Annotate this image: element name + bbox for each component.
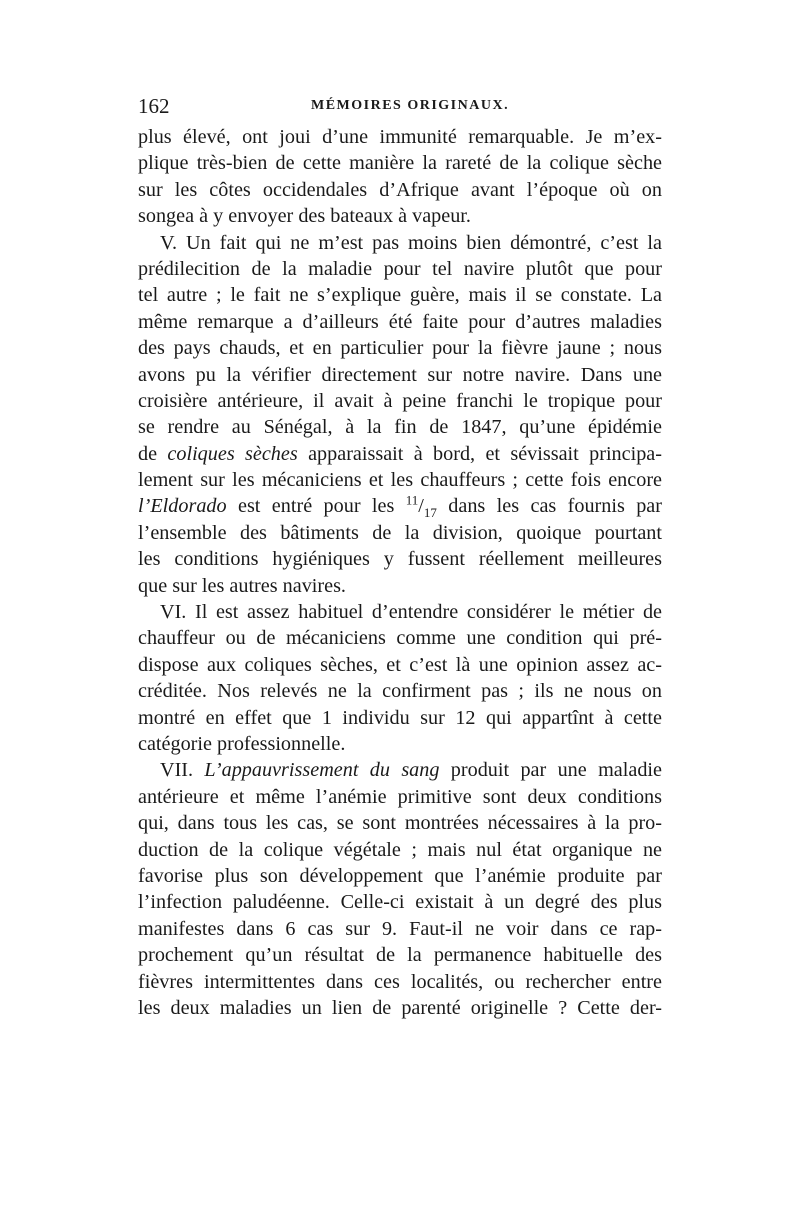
text-line: antérieure et même l’anémie primitive sont deux conditions [138,785,662,808]
text-line: sur les côtes occidendales d’Afrique avant l’époque où on [138,178,662,201]
text-line [138,441,662,467]
fraction-denominator: 17 [423,505,437,521]
text-line: des pays chauds, et en particulier pour la fièvre jaune ; nous [138,337,662,360]
text-line: catégorie professionnelle. [138,732,346,755]
italic-text: L’appauvrissement du sang [204,759,440,782]
text-span: est entré pour les [226,495,406,518]
text-line: dispose aux coliques sèches, et c’est là une opinion assez ac- [138,653,662,676]
text-line: V. Un fait qui ne m’est pas moins bien démontré, c’est la [160,231,662,254]
document-page [138,94,662,1021]
text-line: VI. Il est assez habituel d’entendre considérer le métier de [160,601,662,624]
text-line: même remarque a d’ailleurs été faite pour d’autres maladies [138,310,662,333]
text-line [138,493,662,519]
text-line: créditée. Nos relevés ne la confirment pas ; ils ne nous on [138,680,662,703]
text-line: les deux maladies un lien de parenté originelle ? Cette der- [138,996,662,1019]
text-line: favorise plus son développement que l’anémie produite par [138,864,662,887]
text-line: lement sur les mécaniciens et les chauffeurs ; cette fois encore [138,469,662,492]
text-span: de [138,442,168,465]
text-line: croisière antérieure, il avait à peine franchi le tropique pour [138,389,662,412]
text-line: tel autre ; le fait ne s’explique guère, mais il se constate. La [138,284,662,307]
text-line [138,757,662,783]
fraction-slash: / [418,495,424,518]
page-number: 162 [138,94,170,118]
text-line: montré en effet que 1 individu sur 12 qui appartînt à cette [138,706,662,729]
text-line: prédilecition de la maladie pour tel navire plutôt que pour [138,257,662,280]
text-span: dans les cas fournis par [436,495,662,518]
text-line: prochement qu’un résultat de la permanence habituelle des [138,944,662,967]
text-span: apparaissait à bord, et sévissait principa- [297,442,662,465]
running-head [138,94,662,124]
italic-text: l’Eldorado [138,495,227,518]
text-line: plus élevé, ont joui d’une immunité remarquable. Je m’ex- [138,126,662,148]
italic-text: coliques sèches [167,442,298,465]
text-line: plique très-bien de cette manière la rareté de la colique sèche [138,152,662,175]
text-line: qui, dans tous les cas, se sont montrées nécessaires à la pro- [138,812,662,835]
text-line: fièvres intermittentes dans ces localités, ou rechercher entre [138,970,662,993]
text-line: l’infection paludéenne. Celle-ci existait à un degré des plus [138,891,662,914]
text-line: se rendre au Sénégal, à la fin de 1847, qu’une épidémie [138,416,662,439]
text-line: chauffeur ou de mécaniciens comme une condition qui pré- [138,627,662,650]
running-title: MÉMOIRES ORIGINAUX. [311,98,510,113]
text-line: les conditions hygiéniques y fussent réellement meilleures [138,548,662,571]
text-line: que sur les autres navires. [138,574,346,597]
text-line: songea à y envoyer des bateaux à vapeur. [138,205,471,228]
text-line: manifestes dans 6 cas sur 9. Faut-il ne voir dans ce rap- [138,917,662,940]
text-line: avons pu la vérifier directement sur notre navire. Dans une [138,363,662,386]
text-span: VII. [160,759,205,782]
fraction-numerator: 11 [405,492,419,508]
text-line: l’ensemble des bâtiments de la division, quoique pourtant [138,521,662,544]
text-line: duction de la colique végétale ; mais nul état organique ne [138,838,662,861]
body-text [138,124,662,1021]
text-span: produit par une maladie [439,759,662,782]
